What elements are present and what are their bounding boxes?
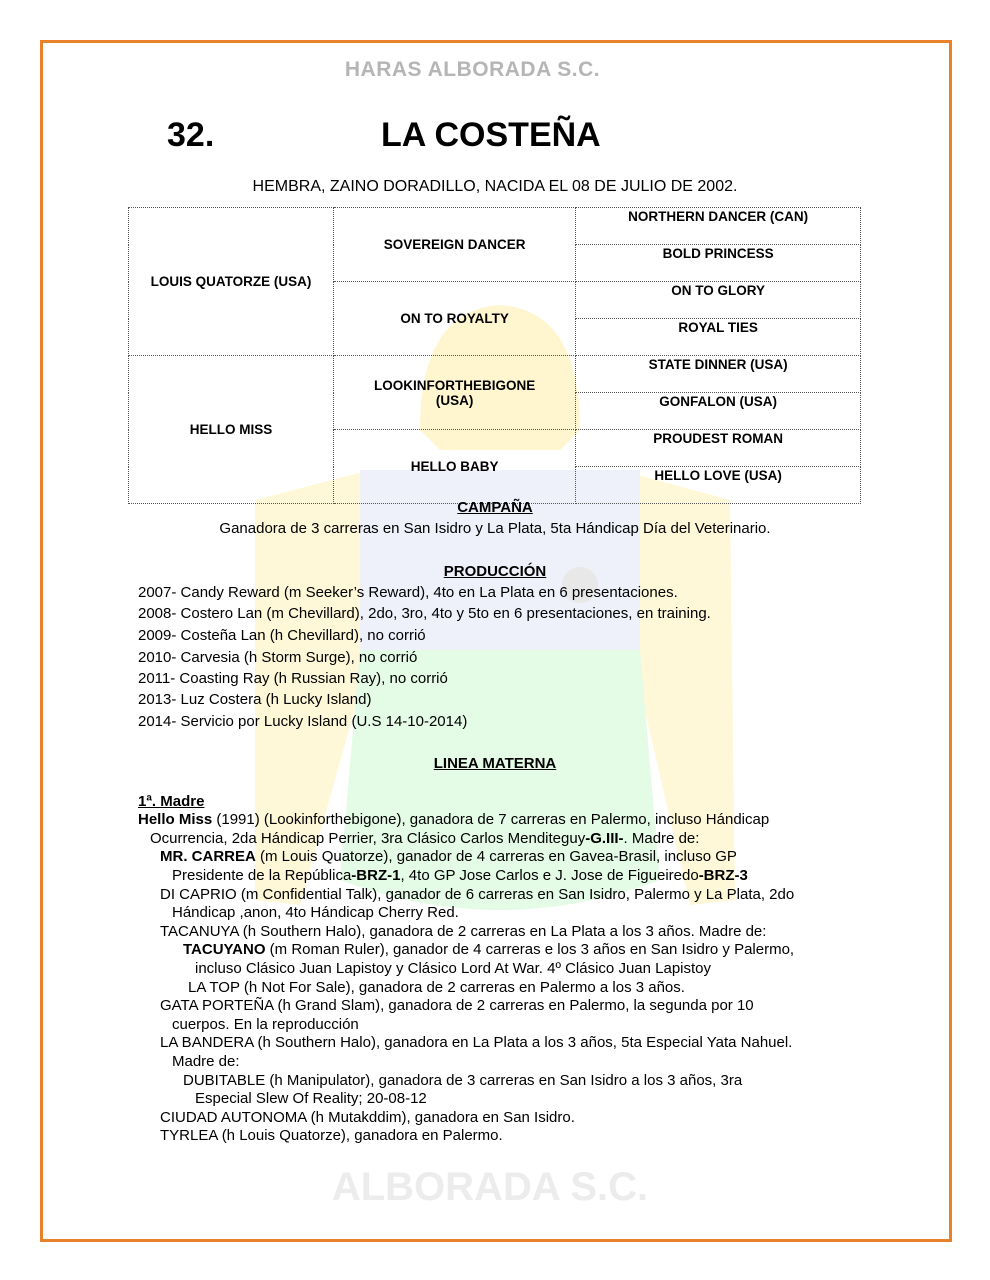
text-segment: incluso Clásico Juan Lapistoy y Clásico Lord At War. 4º Clásico Juan Lapistoy [195, 960, 712, 977]
text-segment: (m Roman Ruler), ganador de 4 carreras e los 3 años en San Isidro y Palermo, [265, 941, 795, 958]
pedigree-great-grandparent: STATE DINNER (USA) [576, 356, 861, 393]
text-segment: Especial Slew Of Reality; 20-08-12 [195, 1090, 427, 1107]
pedigree-great-grandparent: BOLD PRINCESS [576, 245, 861, 282]
pedigree-grandparent: SOVEREIGN DANCER [334, 208, 576, 282]
production-item: 2013- Luz Costera (h Lucky Island) [138, 691, 372, 708]
campaign-heading: CAMPAÑA [457, 499, 533, 516]
bold-text-segment: -BRZ-1 [351, 867, 401, 884]
horse-name: LA COSTEÑA [381, 116, 601, 154]
maternal-line-text [183, 1072, 742, 1089]
text-segment: . Madre de: [623, 830, 700, 847]
pedigree-grandparent: HELLO BABY [334, 430, 576, 504]
bold-text-segment: TACUYANO [183, 941, 266, 958]
pedigree-great-grandparent: NORTHERN DANCER (CAN) [576, 208, 861, 245]
maternal-line-text [172, 904, 459, 921]
maternal-line-text [183, 941, 794, 958]
text-segment: Ocurrencia, 2da Hándicap Perrier, 3ra Clásico Carlos Menditeguy [150, 830, 586, 847]
text-segment: Madre de: [172, 1053, 240, 1070]
bold-text-segment: -G.III- [585, 830, 624, 847]
bold-text-segment: -BRZ-3 [698, 867, 748, 884]
text-segment: TYRLEA (h Louis Quatorze), ganadora en Palermo. [160, 1127, 503, 1144]
text-segment: (m Louis Quatorze), ganador de 4 carreras en Gavea-Brasil, incluso GP [255, 848, 737, 865]
pedigree-dam: HELLO MISS [129, 356, 334, 504]
maternal-line-text [172, 867, 748, 884]
production-heading: PRODUCCIÓN [443, 563, 547, 580]
pedigree-grandparent: LOOKINFORTHEBIGONE (USA) [334, 356, 576, 430]
text-segment: , 4to GP Jose Carlos e J. Jose de Figueiredo [400, 867, 699, 884]
text-segment: DI CAPRIO (m Confidential Talk), ganador de 6 carreras en San Isidro, Palermo y La Plata, 2do [160, 886, 795, 903]
maternal-line-text [160, 1109, 575, 1126]
text-segment: LA TOP (h Not For Sale), ganadora de 2 carreras en Palermo a los 3 años. [188, 979, 685, 996]
maternal-line-text [160, 1127, 503, 1144]
production-item: 2010- Carvesia (h Storm Surge), no corrió [138, 649, 418, 666]
lot-number: 32. [167, 116, 215, 154]
campaign-text: Ganadora de 3 carreras en San Isidro y La Plata, 5ta Hándicap Día del Veterinario. [219, 520, 771, 537]
production-item: 2014- Servicio por Lucky Island (U.S 14-10-2014) [138, 713, 468, 730]
text-segment: Hándicap ,anon, 4to Hándicap Cherry Red. [172, 904, 459, 921]
maternal-line-text [195, 960, 711, 977]
text-segment: Presidente de la República [172, 867, 352, 884]
bold-text-segment: Hello Miss [138, 811, 213, 828]
maternal-line-text [150, 830, 699, 847]
text-segment: (1991) (Lookinforthebigone), ganadora de 7 carreras en Palermo, incluso Hándicap [212, 811, 770, 828]
maternal-line-text [195, 1090, 427, 1107]
production-item: 2011- Coasting Ray (h Russian Ray), no corrió [138, 670, 448, 687]
maternal-line-text [172, 1016, 359, 1033]
pedigree-great-grandparent: ROYAL TIES [576, 319, 861, 356]
text-segment: TACANUYA (h Southern Halo), ganadora de 2 carreras en La Plata a los 3 años. Madre de: [160, 923, 767, 940]
text-segment: CIUDAD AUTONOMA (h Mutakddim), ganadora en San Isidro. [160, 1109, 575, 1126]
pedigree-great-grandparent: ON TO GLORY [576, 282, 861, 319]
maternal-line-text [138, 811, 769, 828]
maternal-line-text [160, 848, 737, 865]
first-dam-heading: 1ª. Madre [138, 793, 205, 810]
pedigree-sire: LOUIS QUATORZE (USA) [129, 208, 334, 356]
production-item: 2008- Costero Lan (m Chevillard), 2do, 3ro, 4to y 5to en 6 presentaciones, en training. [138, 605, 711, 622]
brand-title: HARAS ALBORADA S.C. [344, 58, 601, 81]
pedigree-table [128, 207, 861, 504]
horse-description: HEMBRA, ZAINO DORADILLO, NACIDA EL 08 DE JULIO DE 2002. [252, 178, 738, 195]
pedigree-great-grandparent: PROUDEST ROMAN [576, 430, 861, 467]
production-item: 2009- Costeña Lan (h Chevillard), no corrió [138, 627, 426, 644]
bold-text-segment: MR. CARREA [160, 848, 256, 865]
maternal-line-text [160, 1034, 792, 1051]
watermark-text: ALBORADA S.C. [331, 1165, 649, 1209]
pedigree-great-grandparent: HELLO LOVE (USA) [576, 467, 861, 504]
maternal-line-heading: LINEA MATERNA [433, 755, 557, 772]
text-segment: DUBITABLE (h Manipulator), ganadora de 3 carreras en San Isidro a los 3 años, 3ra [183, 1072, 743, 1089]
text-segment: cuerpos. En la reproducción [172, 1016, 359, 1033]
pedigree-grandparent: ON TO ROYALTY [334, 282, 576, 356]
maternal-line-text [160, 997, 754, 1014]
text-segment: GATA PORTEÑA (h Grand Slam), ganadora de 2 carreras en Palermo, la segunda por 10 [160, 997, 754, 1014]
maternal-line-text [172, 1053, 240, 1070]
maternal-line-text [188, 979, 685, 996]
maternal-line-text [160, 923, 766, 940]
text-segment: LA BANDERA (h Southern Halo), ganadora en La Plata a los 3 años, 5ta Especial Yata Nahuel. [160, 1034, 793, 1051]
pedigree-great-grandparent: GONFALON (USA) [576, 393, 861, 430]
production-item: 2007- Candy Reward (m Seeker’s Reward), 4to en La Plata en 6 presentaciones. [138, 584, 678, 601]
maternal-line-text [160, 886, 794, 903]
